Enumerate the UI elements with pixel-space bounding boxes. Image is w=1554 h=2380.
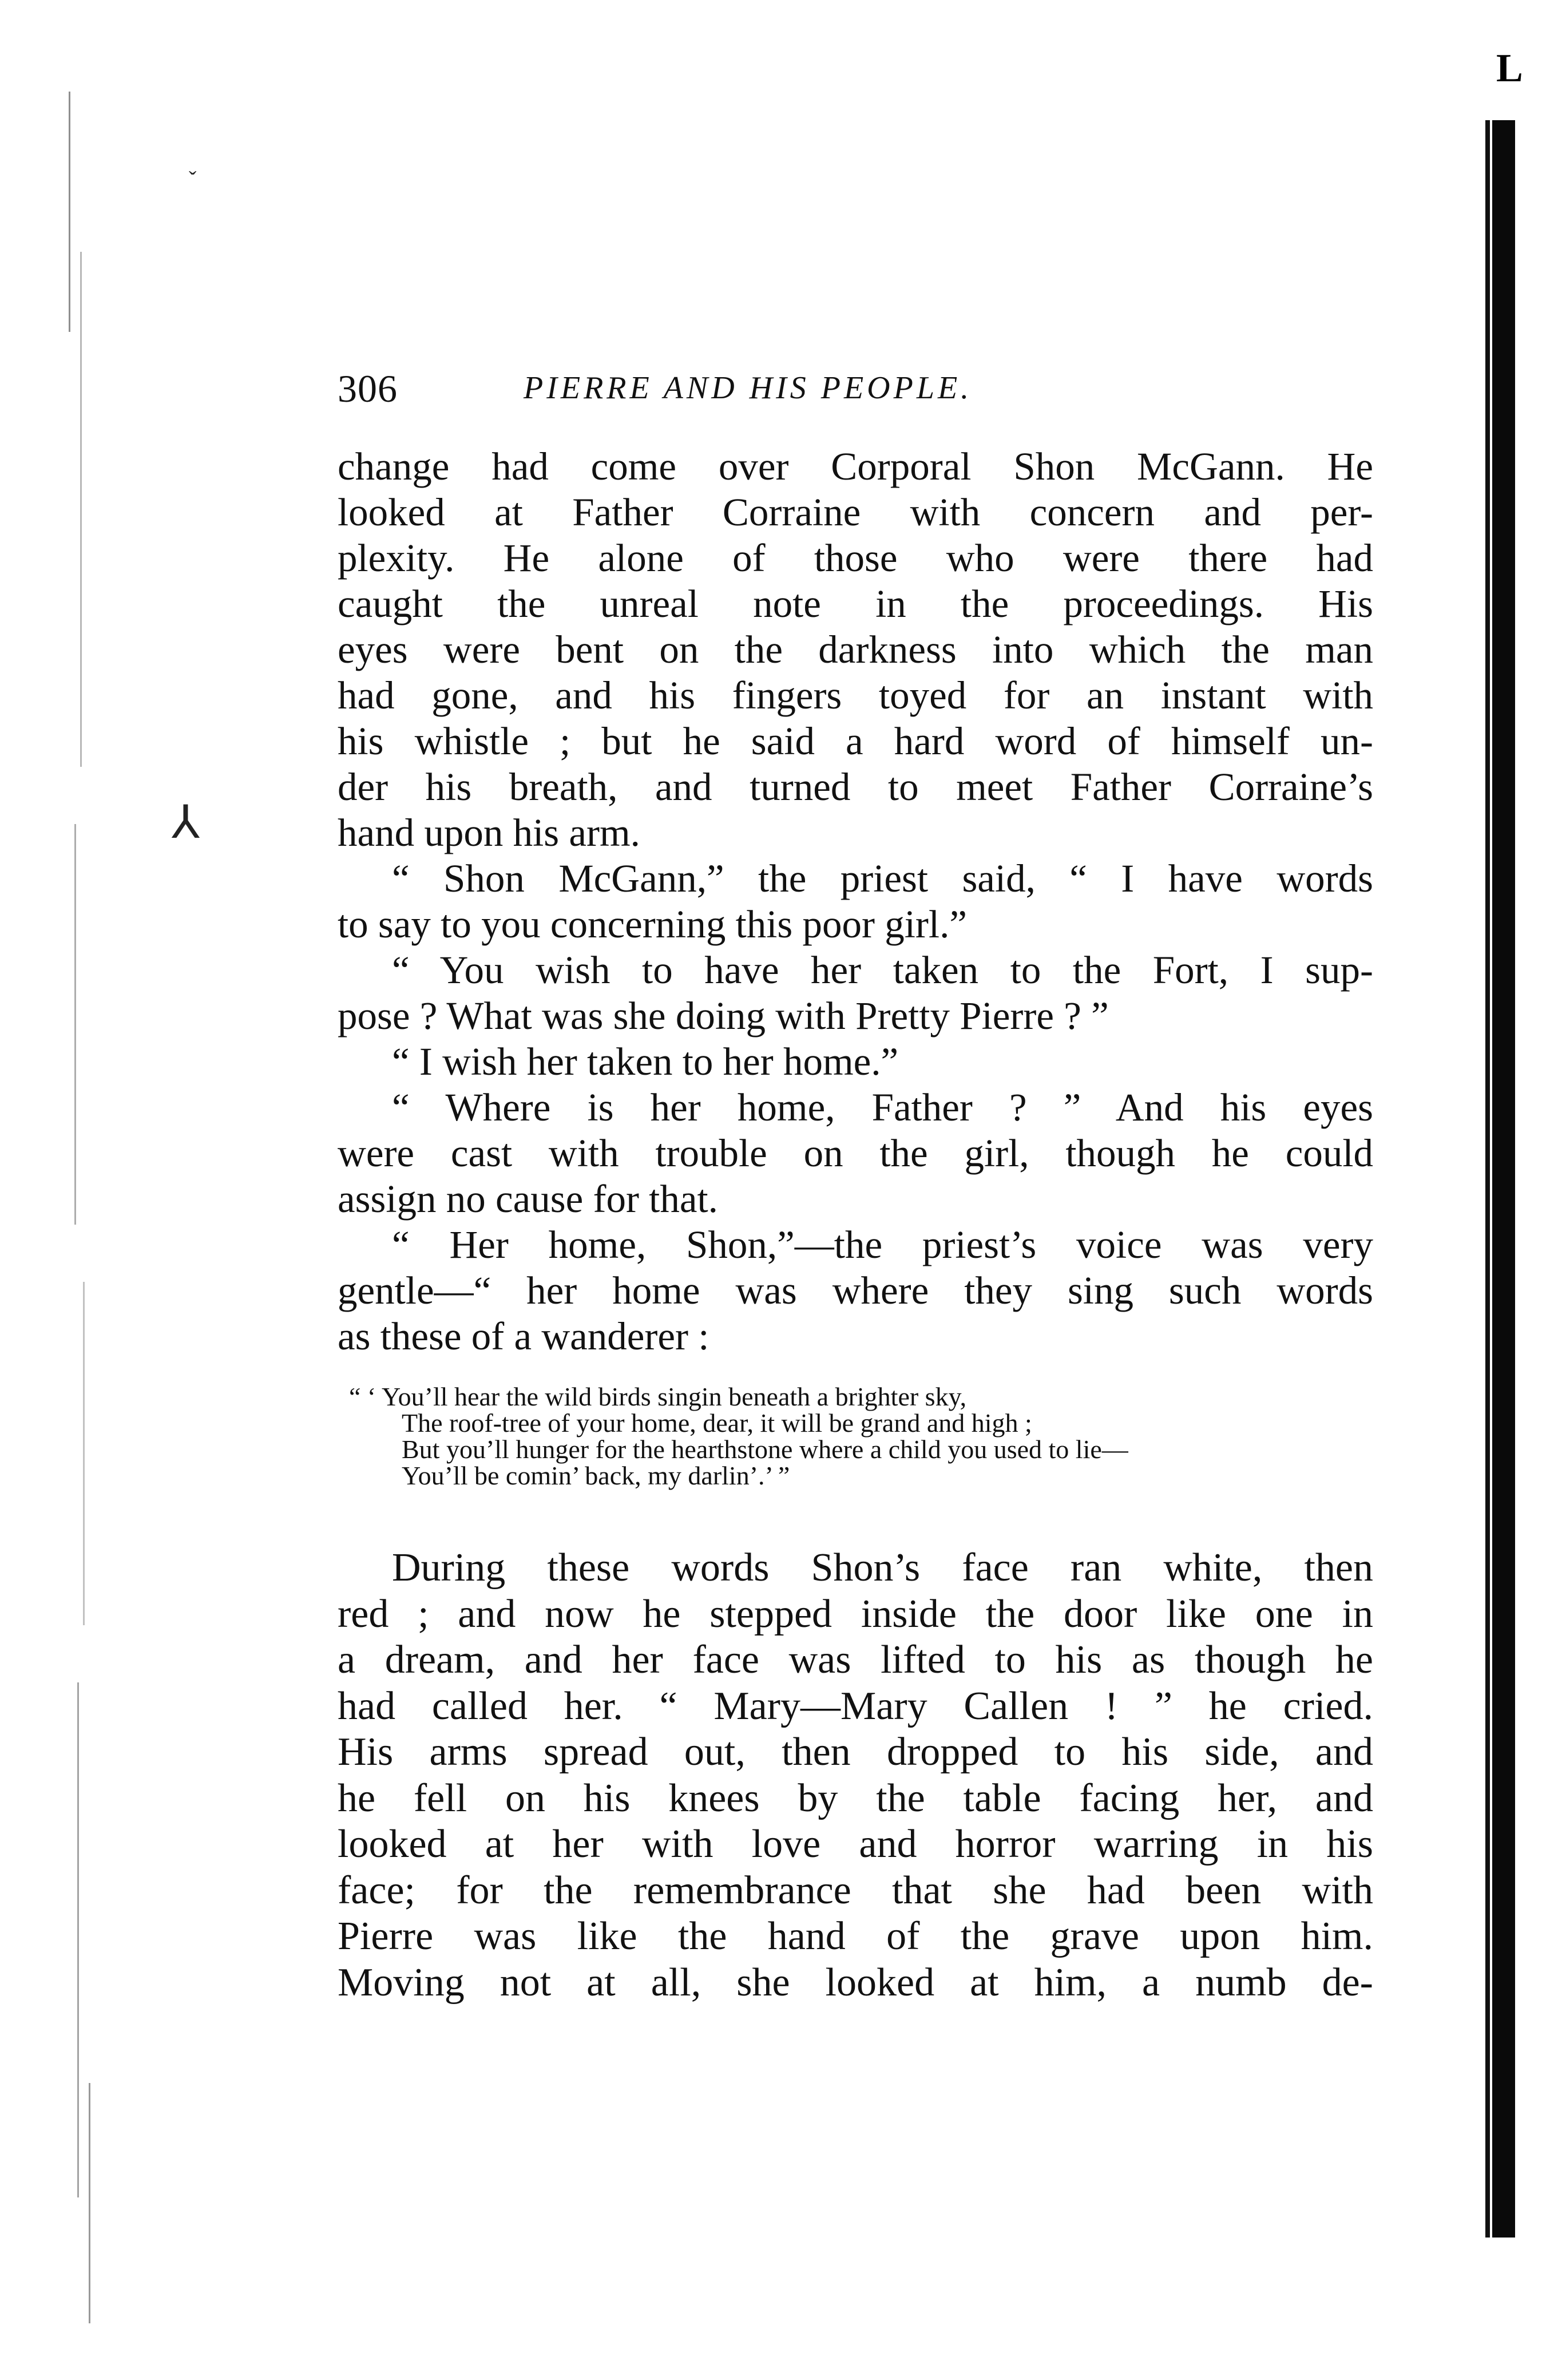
ink-mark: ⅄	[172, 798, 200, 848]
text-line: der his breath, and turned to meet Father Corraine’s	[338, 765, 1373, 809]
ink-speck: ˇ	[189, 167, 197, 192]
text-line: had called her. “ Mary—Mary Callen ! ” he cried.	[338, 1684, 1373, 1728]
text-line: “ Where is her home, Father ? ” And his eyes	[392, 1086, 1373, 1129]
text-line: as these of a wanderer :	[338, 1314, 709, 1358]
binding-gutter	[57, 80, 109, 2300]
text-line: were cast with trouble on the girl, though he could	[338, 1131, 1373, 1175]
text-line: Moving not at all, she looked at him, a numb de-	[338, 1960, 1373, 2005]
verse-line: But you’ll hunger for the hearthstone where a child you used to lie—	[402, 1435, 1128, 1464]
text-line: eyes were bent on the darkness into which the man	[338, 628, 1373, 671]
verse-line: The roof-tree of your home, dear, it will be grand and high ;	[402, 1408, 1032, 1437]
paragraph	[338, 443, 1373, 856]
running-head: PIERRE AND HIS PEOPLE.	[524, 370, 973, 406]
text-line: caught the unreal note in the proceedings. His	[338, 582, 1373, 625]
text-line: looked at Father Corraine with concern and per-	[338, 490, 1373, 534]
text-line: to say to you concerning this poor girl.”	[338, 902, 967, 946]
text-line: he fell on his knees by the table facing her, and	[338, 1776, 1373, 1820]
text-line: gentle—“ her home was where they sing such words	[338, 1269, 1373, 1312]
paragraph	[338, 1084, 1373, 1222]
text-line: his whistle ; but he said a hard word of himself un-	[338, 719, 1373, 763]
paragraph	[338, 1222, 1373, 1359]
text-line: Pierre was like the hand of the grave upon him.	[338, 1914, 1373, 1958]
text-line: had gone, and his fingers toyed for an instant with	[338, 674, 1373, 717]
body-text	[338, 443, 1373, 1359]
text-line: change had come over Corporal Shon McGann. He	[338, 445, 1373, 488]
text-line: a dream, and her face was lifted to his as though he	[338, 1638, 1373, 1682]
verse-quotation	[349, 1384, 1333, 1489]
page-header	[338, 366, 1367, 423]
text-line: pose ? What was she doing with Pretty Pierre ? ”	[338, 994, 1109, 1037]
text-line: looked at her with love and horror warring in his	[338, 1822, 1373, 1866]
text-line: red ; and now he stepped inside the door like one in	[338, 1591, 1373, 1636]
paragraph	[338, 856, 1373, 947]
closing-paragraph	[338, 1545, 1373, 2006]
paragraph	[338, 1039, 1373, 1084]
page-edge-line	[1485, 120, 1490, 2238]
page-edge-shadow	[1492, 120, 1515, 2238]
paragraph	[338, 947, 1373, 1039]
text-line: assign no cause for that.	[338, 1177, 718, 1221]
text-line: face; for the remembrance that she had been with	[338, 1868, 1373, 1912]
page-number: 306	[338, 367, 398, 410]
text-line: “ Her home, Shon,”—the priest’s voice was very	[392, 1223, 1373, 1266]
text-line: “ Shon McGann,” the priest said, “ I have words	[392, 857, 1373, 900]
text-line: His arms spread out, then dropped to his side, and	[338, 1730, 1373, 1774]
text-line: plexity. He alone of those who were there had	[338, 536, 1373, 580]
text-line: hand upon his arm.	[338, 811, 640, 854]
corner-mark: L	[1496, 46, 1523, 90]
text-line: “ I wish her taken to her home.”	[392, 1040, 899, 1083]
verse-line: “ ‘ You’ll hear the wild birds singin beneath a brighter sky,	[349, 1382, 967, 1411]
text-line: During these words Shon’s face ran white, then	[392, 1546, 1373, 1590]
text-line: “ You wish to have her taken to the Fort, I sup-	[392, 948, 1373, 992]
verse-line: You’ll be comin’ back, my darlin’.’ ”	[402, 1461, 790, 1490]
